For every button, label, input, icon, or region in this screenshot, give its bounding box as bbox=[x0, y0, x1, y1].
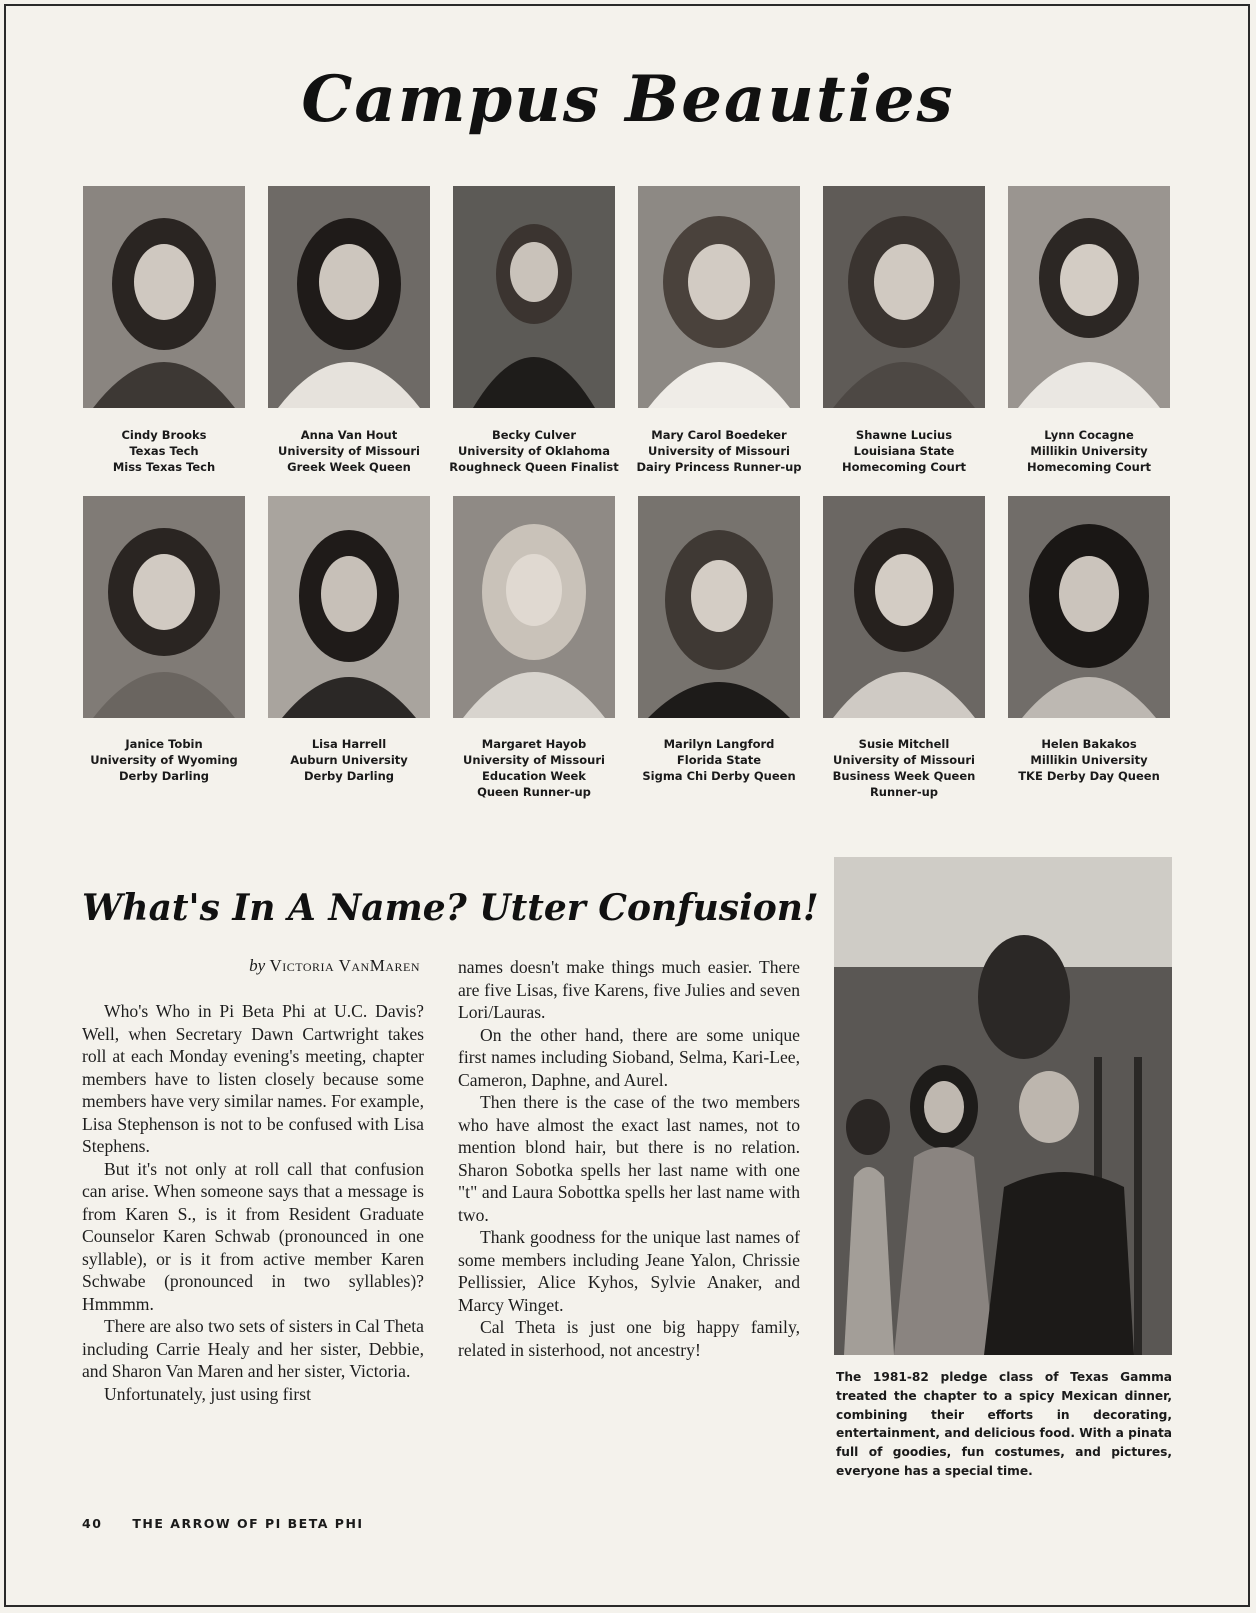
paragraph: Unfortunately, just using first bbox=[104, 1383, 312, 1404]
portrait-photo bbox=[268, 496, 430, 718]
portrait-photo bbox=[453, 496, 615, 718]
portrait-photo bbox=[83, 186, 245, 408]
byline-prefix: by bbox=[249, 956, 266, 975]
byline-author: Victoria VanMaren bbox=[269, 956, 420, 975]
article-column-2 bbox=[458, 956, 800, 1361]
portrait-photo bbox=[823, 186, 985, 408]
portrait-photo bbox=[1008, 186, 1170, 408]
beauty-caption: Lisa Harrell Auburn University Derby Darling bbox=[290, 737, 408, 783]
page-number: 40 bbox=[82, 1516, 103, 1531]
portrait-photo bbox=[83, 496, 245, 718]
article-column-1 bbox=[82, 1000, 424, 1405]
article-title: What's In A Name? Utter Confusion! bbox=[82, 887, 819, 929]
section-title: Campus Beauties bbox=[301, 62, 955, 137]
paragraph: Cal Theta is just one big happy family, related in sisterhood, not ancestry! bbox=[458, 1317, 800, 1360]
paragraph: But it's not only at roll call that confusion can arise. When someone says that a message is from Karen S., is it from Resident Graduate Counselor Karen Schwab (pronounced in one syllable), or is it from active member Karen Schwabe (pronounced in two syllables)? Hmmmm. bbox=[82, 1158, 424, 1314]
paragraph: There are also two sets of sisters in Cal Theta including Carrie Healy and her sister, Debbie, and Sharon Van Maren and her sister, Victoria. bbox=[82, 1316, 424, 1381]
beauty-caption: Marilyn Langford Florida State Sigma Chi Derby Queen bbox=[642, 737, 796, 783]
beauty-caption: Lynn Cocagne Millikin University Homecoming Court bbox=[1026, 428, 1152, 474]
paragraph: Thank goodness for the unique last names of some members including Jeane Yalon, Chrissie Pellissier, Alice Kyhos, Sylvie Anaker, and Marcy Winget. bbox=[458, 1227, 800, 1315]
page-footer bbox=[82, 1516, 364, 1531]
portrait-photo bbox=[638, 186, 800, 408]
paragraph: names doesn't make things much easier. There are five Lisas, five Karens, five Julies and seven Lori/Lauras. bbox=[458, 957, 800, 1022]
beauty-caption: Janice Tobin University of Wyoming Derby Darling bbox=[90, 737, 238, 783]
portrait-photo bbox=[823, 496, 985, 718]
pledge-class-photo bbox=[834, 857, 1172, 1355]
portrait-photo bbox=[453, 186, 615, 408]
beauty-caption: Shawne Lucius Louisiana State Homecoming Court bbox=[841, 428, 967, 474]
beauty-caption: Margaret Hayob University of Missouri Education Week Queen Runner-up bbox=[463, 737, 605, 799]
portrait-photo bbox=[1008, 496, 1170, 718]
beauty-caption: Susie Mitchell University of Missouri Business Week Queen Runner-up bbox=[832, 737, 976, 799]
publication-name: THE ARROW OF PI BETA PHI bbox=[132, 1516, 364, 1531]
byline bbox=[80, 956, 420, 976]
portrait-photo bbox=[638, 496, 800, 718]
beauty-caption: Cindy Brooks Texas Tech Miss Texas Tech bbox=[112, 428, 216, 474]
photo-caption: The 1981-82 pledge class of Texas Gamma treated the chapter to a spicy Mexican dinner, combining their efforts in decorating, entertainment, and delicious food. With a pinata full of goodies, fun costumes, and pictures, everyone has a special time. bbox=[836, 1370, 1172, 1478]
paragraph: Then there is the case of the two members who have almost the exact last names, not to mention blond hair, but there is no relation. Sharon Sobotka spells her last name with one "t" and Laura Sobottka spells her last name with two. bbox=[458, 1092, 800, 1225]
beauty-caption: Anna Van Hout University of Missouri Greek Week Queen bbox=[278, 428, 420, 474]
beauty-caption: Becky Culver University of Oklahoma Roughneck Queen Finalist bbox=[449, 428, 619, 474]
portrait-photo bbox=[268, 186, 430, 408]
beauty-caption: Mary Carol Boedeker University of Missouri Dairy Princess Runner-up bbox=[636, 428, 802, 474]
paragraph: Who's Who in Pi Beta Phi at U.C. Davis? Well, when Secretary Dawn Cartwright takes roll at each Monday evening's meeting, chapter members have to listen closely because some members have very similar names. For example, Lisa Stephenson is not to be confused with Lisa Stephens. bbox=[82, 1001, 424, 1156]
paragraph: On the other hand, there are some unique first names including Sioband, Selma, Kari-Lee, Cameron, Daphne, and Aurel. bbox=[458, 1024, 800, 1090]
beauty-caption: Helen Bakakos Millikin University TKE Derby Day Queen bbox=[1018, 737, 1160, 783]
